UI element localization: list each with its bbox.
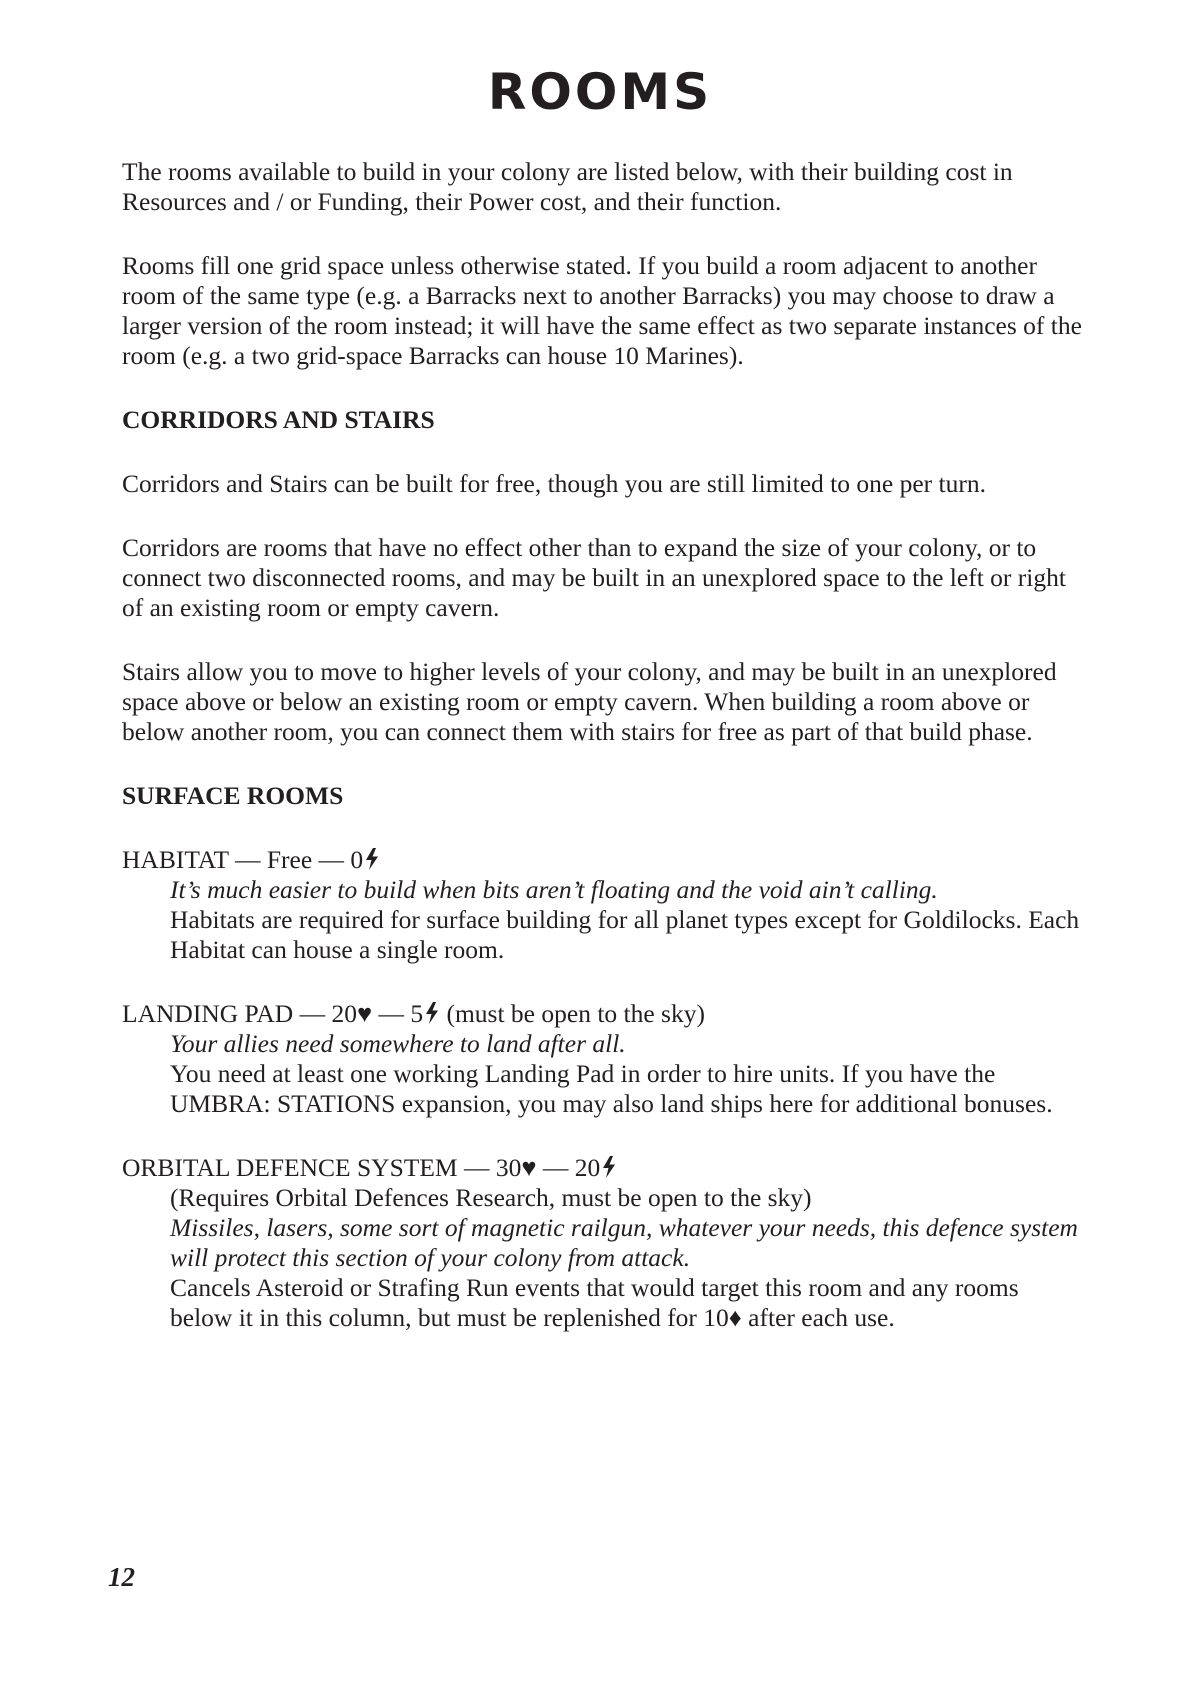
page-content (122, 157, 1082, 1367)
lightning-bolt-icon (424, 1002, 440, 1024)
room-cost: 20♥ (331, 999, 373, 1028)
room-title-line (122, 1153, 1082, 1183)
room-body (122, 875, 1082, 965)
room-body (122, 1029, 1082, 1119)
room-description: You need at least one working Landing Pad in order to hire units. If you have the UMBRA: STATIONS expansion, you may also land ships here for additional bonuses. (170, 1059, 1053, 1118)
separator: — (318, 845, 345, 874)
corridors-paragraph-3: Stairs allow you to move to higher levels of your colony, and may be built in an unexplored space above or below an existing room or empty cavern. When building a room above or below another room, you can connect them with stairs for free as part of that build phase. (122, 657, 1057, 746)
room-name: LANDING PAD (122, 999, 294, 1028)
lightning-bolt-icon (601, 1156, 617, 1178)
page-title: ROOMS (487, 63, 713, 121)
separator: — (234, 845, 261, 874)
corridors-paragraph-1: Corridors and Stairs can be built for free, though you are still limited to one per turn. (122, 469, 986, 498)
room-flavor-text: It’s much easier to build when bits aren’t floating and the void ain’t calling. (170, 875, 938, 904)
room-description: Habitats are required for surface building for all planet types except for Goldilocks. Each Habitat can house a single room. (170, 905, 1080, 964)
section-heading-surface-rooms: SURFACE ROOMS (122, 781, 344, 810)
room-name: ORBITAL DEFENCE SYSTEM (122, 1153, 458, 1182)
room-cost: Free (266, 845, 313, 874)
section-heading-corridors: CORRIDORS AND STAIRS (122, 405, 435, 434)
separator: — (299, 999, 326, 1028)
room-requirement: (Requires Orbital Defences Research, must be open to the sky) (170, 1183, 812, 1212)
separator: — (542, 1153, 569, 1182)
separator: — (378, 999, 404, 1028)
room-entry-orbital-defence-system (122, 1153, 1082, 1333)
room-description: Cancels Asteroid or Strafing Run events that would target this room and any rooms below it in this column, but must be replenished for 10♦ after each use. (170, 1273, 1019, 1332)
room-power: 0 (350, 845, 364, 874)
room-flavor-text: Your allies need somewhere to land after all. (170, 1029, 626, 1058)
room-title-line (122, 845, 1082, 875)
room-entry-landing-pad (122, 999, 1082, 1119)
room-note: (must be open to the sky) (446, 999, 705, 1028)
room-power: 5 (410, 999, 424, 1028)
room-cost: 30♥ (495, 1153, 537, 1182)
room-name: HABITAT (122, 845, 229, 874)
room-power: 20 (574, 1153, 601, 1182)
lightning-bolt-icon (364, 848, 380, 870)
separator: — (463, 1153, 490, 1182)
page-number: 12 (108, 1562, 135, 1592)
room-flavor-text: Missiles, lasers, some sort of magnetic railgun, whatever your needs, this defence system will protect this section of your colony from attack. (170, 1213, 1078, 1272)
room-title-line (122, 999, 1082, 1029)
corridors-paragraph-2: Corridors are rooms that have no effect other than to expand the size of your colony, or to connect two disconnected rooms, and may be built in an unexplored space to the left or right of an existing room or empty cavern. (122, 533, 1066, 622)
room-entry-habitat (122, 845, 1082, 965)
intro-paragraph-2: Rooms fill one grid space unless otherwise stated. If you build a room adjacent to another room of the same type (e.g. a Barracks next to another Barracks) you may choose to draw a larger version of the room instead; it will have the same effect as two separate instances of the room (e.g. a two grid-space Barracks can house 10 Marines). (122, 251, 1082, 370)
intro-paragraph-1: The rooms available to build in your colony are listed below, with their building cost in Resources and / or Funding, their Power cost, and their function. (122, 157, 1013, 216)
room-body (122, 1183, 1082, 1333)
